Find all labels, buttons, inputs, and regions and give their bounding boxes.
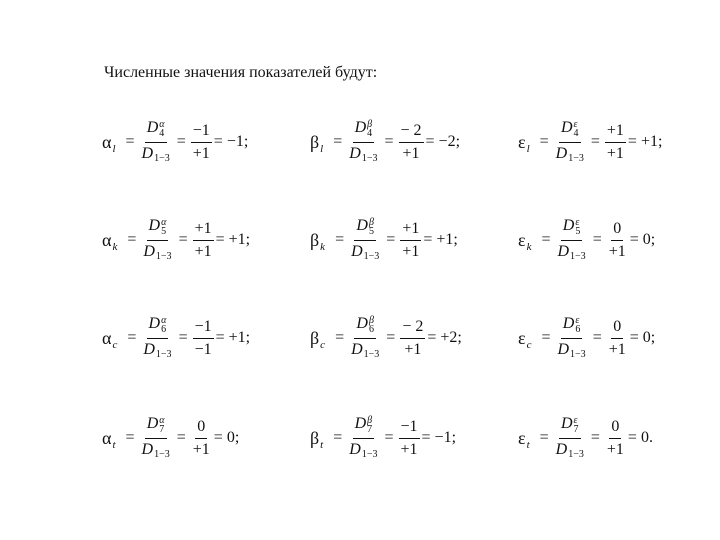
equals-sign: = [539,429,549,446]
det-var: D [146,119,159,136]
equals-sign: = [335,329,345,346]
result: = +1; [423,231,458,248]
symbol: ε [518,229,526,250]
equals-sign: = [592,329,602,346]
det-den-subscript: 1−3 [361,153,378,164]
equals-sign: = [386,231,396,248]
det-var: D [354,119,367,136]
ratio-denominator: +1 [192,440,210,458]
ratio-numerator: − 2 [399,123,424,143]
equals-sign: = [541,231,551,248]
ratio-denominator: +1 [404,340,422,358]
equation-lhs [518,230,531,251]
det-var: D [141,145,154,162]
det-var: D [143,243,155,260]
equals-sign: = [178,231,188,248]
symbol: α [102,427,112,448]
equation [518,218,655,262]
det-den-subscript: 1−3 [155,251,172,262]
ratio-fraction [399,123,424,162]
ratio-denominator: +1 [194,242,212,260]
det-var: D [356,315,368,332]
equation [102,416,239,460]
equation [518,316,655,360]
equals-sign: = [333,133,343,150]
det-superscript: ε [573,119,578,130]
det-var: D [143,341,155,358]
det-den-subscript: 1−3 [154,153,170,164]
det-var: D [557,243,570,260]
ratio-numerator: 0 [609,419,621,439]
symbol-index: k [526,240,532,253]
det-subscript: 7 [573,424,579,435]
result: = −1; [213,133,249,150]
equation-lhs [102,428,116,449]
equation-lhs [518,132,530,153]
determinant-fraction [347,416,379,460]
ratio-denominator: −1 [194,340,212,358]
det-var: D [148,315,161,332]
equation [310,316,462,360]
equals-sign: = [384,133,394,150]
symbol-index: c [112,338,118,351]
determinant-fraction [140,120,172,164]
ratio-numerator: +1 [605,123,626,143]
ratio-denominator: +1 [606,144,624,162]
determinant-fraction [555,218,587,262]
det-var: D [555,441,568,458]
ratio-numerator: − 2 [400,319,425,339]
result: = 0; [213,429,240,446]
ratio-fraction [605,419,626,458]
det-subscript: 6 [575,324,581,335]
ratio-fraction [193,221,214,260]
equals-sign: = [590,429,600,446]
equals-sign: = [384,429,394,446]
ratio-numerator: −1 [193,319,214,339]
symbol-index: t [526,438,530,451]
det-den-subscript: 1−3 [570,349,586,360]
det-superscript: ε [575,217,580,228]
result: = +1; [215,231,251,248]
det-var: D [351,243,363,260]
equation [102,218,250,262]
det-var: D [560,415,573,432]
equals-sign: = [178,329,188,346]
equation-lhs [518,428,530,449]
equals-sign: = [125,133,135,150]
det-superscript: β [368,315,374,326]
ratio-denominator: +1 [400,440,418,458]
determinant-fraction [141,316,173,360]
det-subscript: 6 [368,324,374,335]
det-superscript: β [368,217,374,228]
ratio-denominator: +1 [402,242,420,260]
symbol: α [102,131,112,152]
det-den-subscript: 1−3 [363,349,380,360]
det-superscript: β [367,415,373,426]
equation [310,218,458,262]
symbol: ε [518,327,526,348]
determinant-fraction [555,316,587,360]
det-den-subscript: 1−3 [361,449,378,460]
ratio-numerator: 0 [195,419,207,439]
ratio-denominator: +1 [608,340,626,358]
equation-lhs [518,328,531,349]
equals-sign: = [590,133,600,150]
symbol: ε [518,131,526,152]
det-subscript: 7 [159,424,165,435]
equals-sign: = [127,329,137,346]
equals-sign: = [127,231,137,248]
equation-lhs [310,230,325,251]
equation [518,120,662,164]
symbol: β [310,229,320,250]
equals-sign: = [333,429,343,446]
equals-sign: = [125,429,135,446]
symbol-index: c [526,338,532,351]
symbol: β [310,327,320,348]
det-superscript: α [161,315,167,326]
det-subscript: 4 [367,128,373,139]
det-subscript: 4 [573,128,579,139]
ratio-denominator: +1 [608,242,626,260]
symbol-index: k [320,240,326,253]
ratio-denominator: +1 [192,144,210,162]
det-superscript: α [159,119,165,130]
det-superscript: α [159,415,165,426]
det-var: D [562,315,575,332]
det-var: D [349,441,361,458]
result: = 0; [629,231,656,248]
symbol-index: l [320,142,324,155]
symbol: α [102,327,112,348]
determinant-fraction [347,120,379,164]
det-den-subscript: 1−3 [155,349,172,360]
ratio-fraction [193,319,214,358]
equation-lhs [102,328,117,349]
ratio-fraction [400,221,421,260]
ratio-numerator: 0 [611,319,623,339]
determinant-fraction [554,416,586,460]
equals-sign: = [335,231,345,248]
ratio-fraction [399,419,420,458]
symbol-index: l [112,142,116,155]
ratio-numerator: 0 [611,221,623,241]
det-var: D [146,415,159,432]
equation [310,120,460,164]
det-var: D [141,441,154,458]
equation-lhs [310,132,323,153]
symbol: ε [518,427,526,448]
det-var: D [555,145,568,162]
equals-sign: = [539,133,549,150]
determinant-fraction [349,316,381,360]
det-var: D [349,145,361,162]
equation-lhs [310,328,325,349]
det-subscript: 5 [368,226,374,237]
det-var: D [354,415,367,432]
equals-sign: = [176,133,186,150]
equals-sign: = [541,329,551,346]
det-den-subscript: 1−3 [154,449,170,460]
det-subscript: 7 [367,424,373,435]
result: = 0. [627,429,653,446]
determinant-fraction [141,218,173,262]
equals-sign: = [386,329,396,346]
ratio-fraction [191,419,212,458]
heading: Численные значения показателей будут: [104,64,378,81]
determinant-fraction [554,120,586,164]
equation [102,316,250,360]
result: = 0; [629,329,656,346]
result: = +1; [215,329,251,346]
equation [310,416,456,460]
determinant-fraction [349,218,381,262]
det-var: D [148,217,161,234]
equation-lhs [102,132,116,153]
det-subscript: 5 [575,226,581,237]
det-var: D [351,341,363,358]
ratio-fraction [607,221,628,260]
symbol: β [310,131,320,152]
det-superscript: α [161,217,167,228]
ratio-numerator: +1 [193,221,214,241]
equation-lhs [102,230,117,251]
det-den-subscript: 1−3 [363,251,380,262]
result: = −2; [425,133,461,150]
ratio-fraction [400,319,425,358]
equation [102,120,248,164]
symbol: β [310,427,320,448]
det-var: D [562,217,575,234]
det-var: D [356,217,368,234]
ratio-denominator: +1 [606,440,624,458]
det-subscript: 6 [161,324,167,335]
det-den-subscript: 1−3 [570,251,586,262]
ratio-numerator: −1 [399,419,420,439]
det-superscript: β [367,119,373,130]
ratio-fraction [191,123,212,162]
ratio-numerator: −1 [191,123,212,143]
det-var: D [557,341,570,358]
symbol-index: c [320,338,326,351]
ratio-fraction [605,123,626,162]
result: = −1; [421,429,457,446]
equation [518,416,653,460]
result: = +1; [627,133,663,150]
det-den-subscript: 1−3 [568,449,584,460]
symbol-index: t [320,438,324,451]
ratio-denominator: +1 [402,144,420,162]
det-den-subscript: 1−3 [568,153,584,164]
det-superscript: ε [575,315,580,326]
det-var: D [560,119,573,136]
det-subscript: 4 [159,128,165,139]
ratio-numerator: +1 [400,221,421,241]
det-superscript: ε [573,415,578,426]
ratio-fraction [607,319,628,358]
equation-lhs [310,428,323,449]
determinant-fraction [140,416,172,460]
symbol: α [102,229,112,250]
symbol-index: t [112,438,116,451]
symbol-index: l [526,142,530,155]
equals-sign: = [592,231,602,248]
symbol-index: k [112,240,118,253]
equals-sign: = [176,429,186,446]
det-subscript: 5 [161,226,167,237]
result: = +2; [427,329,462,346]
